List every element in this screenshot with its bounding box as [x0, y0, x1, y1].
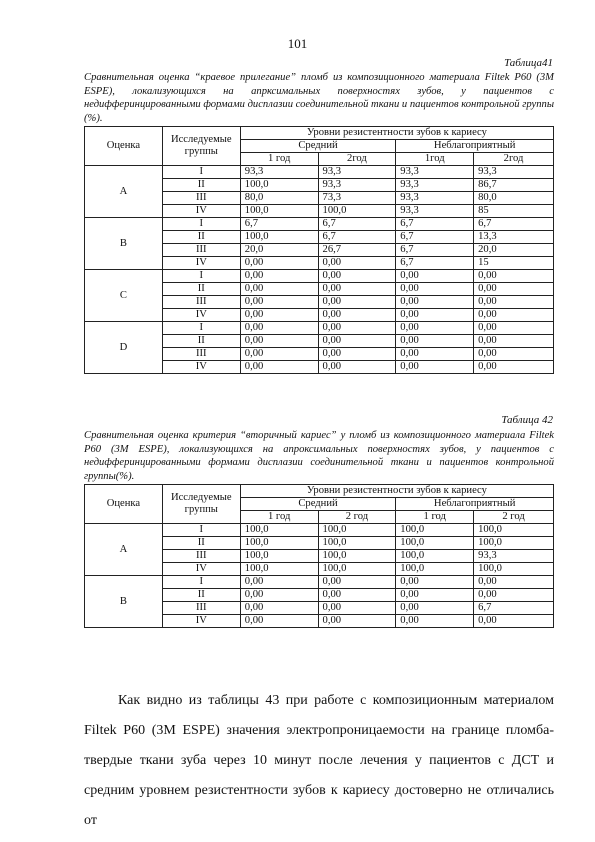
- table-row: [85, 576, 554, 589]
- group-cell: II: [162, 231, 240, 244]
- header-row: [85, 485, 554, 498]
- group-cell: I: [162, 322, 240, 335]
- group-cell: I: [162, 524, 240, 537]
- value-cell: 15: [474, 257, 554, 270]
- group-cell: II: [162, 589, 240, 602]
- value-cell: 6,7: [474, 218, 554, 231]
- group-cell: III: [162, 296, 240, 309]
- value-cell: 0,00: [318, 589, 396, 602]
- table-row: [85, 322, 554, 335]
- value-cell: 100,0: [240, 550, 318, 563]
- group-cell: I: [162, 166, 240, 179]
- value-cell: 6,7: [318, 218, 396, 231]
- page-number: 101: [287, 36, 308, 51]
- value-cell: 0,00: [318, 257, 396, 270]
- value-cell: 0,00: [396, 602, 474, 615]
- value-cell: 0,00: [396, 296, 474, 309]
- value-cell: 0,00: [318, 348, 396, 361]
- header-year: 1 год: [240, 153, 318, 166]
- value-cell: 0,00: [318, 576, 396, 589]
- value-cell: 93,3: [318, 166, 396, 179]
- grade-cell: B: [85, 218, 163, 270]
- value-cell: 93,3: [396, 179, 474, 192]
- group-cell: IV: [162, 257, 240, 270]
- group-cell: III: [162, 244, 240, 257]
- value-cell: 0,00: [474, 309, 554, 322]
- value-cell: 0,00: [240, 270, 318, 283]
- value-cell: 0,00: [240, 309, 318, 322]
- value-cell: 26,7: [318, 244, 396, 257]
- group-cell: IV: [162, 205, 240, 218]
- value-cell: 20,0: [240, 244, 318, 257]
- value-cell: 6,7: [240, 218, 318, 231]
- value-cell: 100,0: [396, 563, 474, 576]
- header-medium: Средний: [240, 498, 396, 511]
- value-cell: 0,00: [318, 296, 396, 309]
- value-cell: 80,0: [474, 192, 554, 205]
- value-cell: 0,00: [396, 270, 474, 283]
- group-cell: IV: [162, 563, 240, 576]
- group-cell: IV: [162, 615, 240, 628]
- value-cell: 93,3: [396, 205, 474, 218]
- value-cell: 0,00: [474, 283, 554, 296]
- table-41: [84, 126, 554, 374]
- value-cell: 0,00: [240, 602, 318, 615]
- value-cell: 0,00: [318, 361, 396, 374]
- table-row: [85, 166, 554, 179]
- value-cell: 0,00: [396, 576, 474, 589]
- value-cell: 100,0: [318, 537, 396, 550]
- body-paragraph: [84, 686, 554, 836]
- value-cell: 0,00: [240, 576, 318, 589]
- value-cell: 100,0: [318, 550, 396, 563]
- header-year: 2 год: [474, 511, 554, 524]
- table-42-label: Таблица 42: [501, 414, 553, 426]
- value-cell: 0,00: [474, 322, 554, 335]
- group-cell: III: [162, 348, 240, 361]
- body-text: Как видно из таблицы 43 при работе с композиционным материалом Filtek P60 (3M ESPE) значения электропроницаемости на границе пломба-твердые ткани зуба через 10 минут после лечения у пациентов с ДСТ и средним уровнем резистентности зубов к кариесу достоверно не отличались от: [84, 693, 554, 828]
- value-cell: 100,0: [240, 231, 318, 244]
- value-cell: 6,7: [396, 231, 474, 244]
- grade-cell: A: [85, 166, 163, 218]
- value-cell: 0,00: [318, 283, 396, 296]
- value-cell: 100,0: [318, 563, 396, 576]
- group-cell: I: [162, 218, 240, 231]
- grade-cell: A: [85, 524, 163, 576]
- header-groups: Исследуемые группы: [162, 127, 240, 166]
- value-cell: 100,0: [240, 205, 318, 218]
- value-cell: 0,00: [240, 615, 318, 628]
- value-cell: 100,0: [318, 205, 396, 218]
- value-cell: 6,7: [474, 602, 554, 615]
- table-row: [85, 270, 554, 283]
- header-rating: Оценка: [85, 485, 163, 524]
- value-cell: 0,00: [474, 361, 554, 374]
- value-cell: 100,0: [474, 537, 554, 550]
- value-cell: 0,00: [318, 615, 396, 628]
- header-levels: Уровни резистентности зубов к кариесу: [240, 485, 553, 498]
- table-row: [85, 524, 554, 537]
- value-cell: 100,0: [474, 563, 554, 576]
- value-cell: 0,00: [474, 335, 554, 348]
- value-cell: 6,7: [396, 244, 474, 257]
- value-cell: 100,0: [474, 524, 554, 537]
- group-cell: IV: [162, 309, 240, 322]
- header-row: [85, 127, 554, 140]
- value-cell: 20,0: [474, 244, 554, 257]
- value-cell: 93,3: [474, 166, 554, 179]
- value-cell: 93,3: [240, 166, 318, 179]
- value-cell: 100,0: [240, 537, 318, 550]
- header-year: 1 год: [240, 511, 318, 524]
- header-unfavorable: Неблагоприятный: [396, 140, 554, 153]
- group-cell: II: [162, 283, 240, 296]
- group-cell: II: [162, 179, 240, 192]
- value-cell: 13,3: [474, 231, 554, 244]
- value-cell: 100,0: [240, 563, 318, 576]
- group-cell: II: [162, 335, 240, 348]
- header-unfavorable: Неблагоприятный: [396, 498, 554, 511]
- value-cell: 93,3: [396, 166, 474, 179]
- header-year: 1 год: [396, 511, 474, 524]
- table-row: [85, 218, 554, 231]
- group-cell: III: [162, 550, 240, 563]
- table-41-label: Таблица41: [504, 57, 553, 69]
- header-year: 2год: [474, 153, 554, 166]
- value-cell: 0,00: [396, 335, 474, 348]
- value-cell: 0,00: [474, 296, 554, 309]
- value-cell: 100,0: [396, 550, 474, 563]
- table-42-caption: Сравнительная оценка критерия “вторичный кариес” у пломб из композиционного материала Filtek P60 (3M ESPE), локализующихся на апроксимальных поверхностях зубов, у пациентов с недифферинцированными формами дисплазии соединительной ткани и пациентов контрольной группы(%).: [84, 430, 554, 482]
- value-cell: 0,00: [396, 283, 474, 296]
- value-cell: 0,00: [240, 296, 318, 309]
- value-cell: 100,0: [396, 537, 474, 550]
- value-cell: 0,00: [318, 270, 396, 283]
- value-cell: 73,3: [318, 192, 396, 205]
- value-cell: 0,00: [318, 602, 396, 615]
- value-cell: 0,00: [240, 348, 318, 361]
- value-cell: 0,00: [240, 257, 318, 270]
- value-cell: 100,0: [396, 524, 474, 537]
- group-cell: IV: [162, 361, 240, 374]
- value-cell: 0,00: [396, 361, 474, 374]
- value-cell: 0,00: [396, 348, 474, 361]
- value-cell: 6,7: [396, 257, 474, 270]
- value-cell: 0,00: [396, 309, 474, 322]
- value-cell: 0,00: [240, 335, 318, 348]
- header-groups: Исследуемые группы: [162, 485, 240, 524]
- value-cell: 0,00: [474, 615, 554, 628]
- value-cell: 100,0: [240, 179, 318, 192]
- grade-cell: C: [85, 270, 163, 322]
- group-cell: II: [162, 537, 240, 550]
- group-cell: I: [162, 270, 240, 283]
- group-cell: III: [162, 192, 240, 205]
- table-42: [84, 484, 554, 628]
- value-cell: 0,00: [240, 361, 318, 374]
- value-cell: 0,00: [396, 322, 474, 335]
- value-cell: 100,0: [240, 524, 318, 537]
- value-cell: 0,00: [240, 322, 318, 335]
- value-cell: 86,7: [474, 179, 554, 192]
- value-cell: 0,00: [240, 589, 318, 602]
- value-cell: 100,0: [318, 524, 396, 537]
- table-41-caption: Сравнительная оценка “краевое прилегание” пломб из композиционного материала Filtek P60 (3M ESPE), локализующихся на апрксимальных поверхностях зубов, у пациентов с недифферинцированными формами дисплазии соединительной ткани и пациентов контрольной группы (%).: [84, 72, 554, 124]
- header-year: 2год: [318, 153, 396, 166]
- value-cell: 0,00: [474, 576, 554, 589]
- header-year: 1год: [396, 153, 474, 166]
- value-cell: 93,3: [474, 550, 554, 563]
- value-cell: 0,00: [474, 348, 554, 361]
- value-cell: 0,00: [396, 589, 474, 602]
- value-cell: 0,00: [474, 270, 554, 283]
- grade-cell: D: [85, 322, 163, 374]
- value-cell: 93,3: [396, 192, 474, 205]
- value-cell: 6,7: [396, 218, 474, 231]
- grade-cell: B: [85, 576, 163, 628]
- value-cell: 0,00: [396, 615, 474, 628]
- value-cell: 0,00: [318, 335, 396, 348]
- header-medium: Средний: [240, 140, 396, 153]
- value-cell: 6,7: [318, 231, 396, 244]
- group-cell: I: [162, 576, 240, 589]
- value-cell: 0,00: [318, 309, 396, 322]
- value-cell: 0,00: [318, 322, 396, 335]
- value-cell: 93,3: [318, 179, 396, 192]
- header-year: 2 год: [318, 511, 396, 524]
- header-levels: Уровни резистентности зубов к кариесу: [240, 127, 553, 140]
- value-cell: 80,0: [240, 192, 318, 205]
- header-rating: Оценка: [85, 127, 163, 166]
- value-cell: 85: [474, 205, 554, 218]
- value-cell: 0,00: [240, 283, 318, 296]
- group-cell: III: [162, 602, 240, 615]
- value-cell: 0,00: [474, 589, 554, 602]
